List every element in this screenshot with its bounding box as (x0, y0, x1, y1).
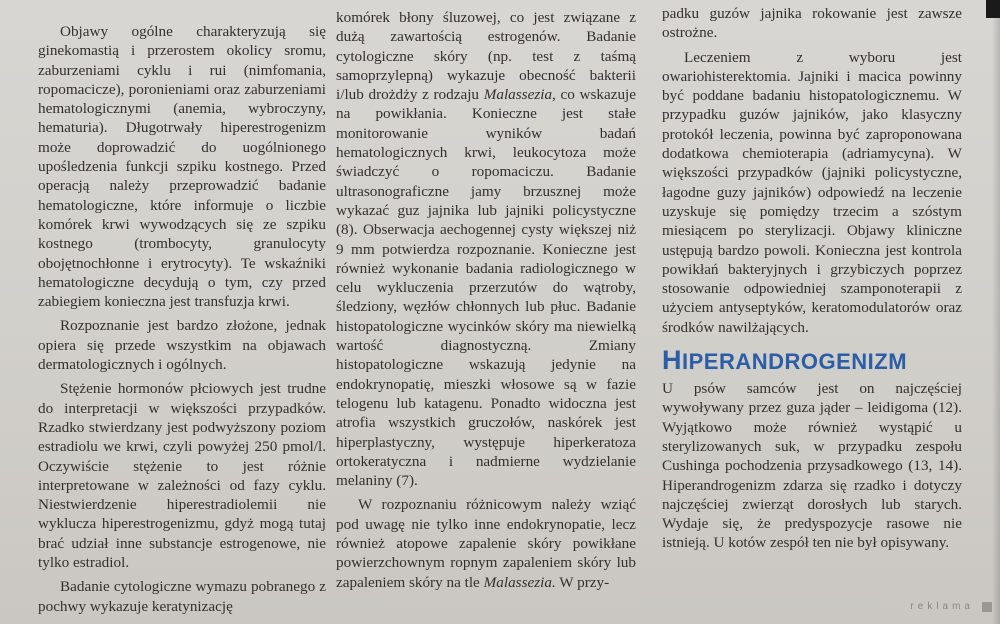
paragraph-general-symptoms: Objawy ogólne charakteryzują się ginekomastią i przerostem okolicy sromu, zaburzeniami cyklu i rui (nimfomania, ropomacicze), poronieniami oraz zaburzeniami hematologicznymi (anemia, wybroczyny, hematuria). Długotrwały hiperestrogenizm może doprowadzić do uogólnionego upośledzenia funkcji szpiku kostnego. Przed operacją należy przeprowadzić badanie hematologiczne, które informuje o liczbie komórek krwi wywodzących się ze szpiku kostnego (trombocyty, granulocyty obojętnochłonne i erytrocyty). Te wskaźniki hematologiczne decydują o tym, czy przed zabiegiem konieczna jest transfuzja krwi. (38, 23, 326, 311)
text-run: W rozpoznaniu różnicowym należy wziąć pod uwagę nie tylko inne endokrynopatie, lecz również atopowe zapalenie skóry powikłane powierzchownym ropnym zapaleniem skóry lub zapaleniem skóry na tle (336, 496, 636, 591)
page-corner (986, 0, 1000, 18)
italic-term: Malassezia, (483, 86, 556, 104)
text-column-3 (662, 4, 962, 624)
section-heading-hyperandrogenism (662, 347, 962, 375)
paragraph-cytology-continued (336, 8, 636, 490)
advertisement-label: reklama (910, 601, 974, 612)
paragraph-cytology-start: Badanie cytologiczne wymazu pobranego z pochwy wykazuje keratynizację (38, 578, 326, 615)
advertisement-marker (982, 602, 992, 612)
paragraph-hormones: Stężenie hormonów płciowych jest trudne do interpretacji w większości przypadków. Rzadko stwierdzany jest podwyższony poziom estradiolu we krwi, czyli powyżej 250 pmol/l. Oczywiście stężenie to jest różnie interpretowane w zależności od fazy cyklu. Niestwierdzenie hiperestradiolemii nie wyklucza hiperestrogenizmu, gdyż mogą tutaj brać udział inne substancje estrogenowe, nie tylko estradiol. (38, 380, 326, 572)
text-column-2 (336, 8, 636, 624)
paragraph-differential-diagnosis (336, 495, 636, 591)
text-run: W przy- (555, 573, 610, 591)
text-column-1 (38, 22, 326, 624)
text-run: komórek błony śluzowej, co jest związane z dużą zawartością estrogenów. Badanie cytologiczne skóry (np. test z taśmą samoprzylepną) wykazuje obecność bakterii i/lub drożdży z rodzaju (336, 9, 636, 104)
text-run: co wskazuje na powikłania. Konieczne jest stałe monitorowanie wyników badań hematologicznych krwi, leukocytoza może świadczyć o ropomaciczu. Badanie ultrasonograficzne jamy brzusznej może wykazać guz jajnika lub jajniki policystyczne (8). Obserwacja aechogennej cysty większej niż 9 mm potwierdza rozpoznanie. Konieczne jest również wykonanie badania radiologicznego w celu wykluczenia przerzutów do wątroby, śledziony, węzłów chłonnych lub płuc. Badanie histopatologiczne wycinków skóry ma niewielką wartość diagnostyczną. Zmiany histopatologiczne wskazują jedynie na endokrynopatię, mieszki włosowe są w fazie telogenu lub katagenu. Ponadto widoczna jest atrofia wszystkich gruczołów, naskórek jest hiperplastyczny, występuje hiperkeratoza ortokeratyczna i nadmierne wydzielanie melaniny (7). (336, 86, 636, 490)
paragraph-hyperandrogenism: U psów samców jest on najczęściej wywoływany przez guza jąder – leidigoma (12). Wyjątkowo może również wystąpić u sterylizowanych suk, w przypadku zespołu Cushinga pochodzenia przysadkowego (13, 14). Hiperandrogenizm zdarza się rzadko i dotyczy najczęściej zwierząt dorosłych lub starych. Wydaje się, że predyspozycje rasowe nie istnieją. U kotów zespół ten nie był opisywany. (662, 380, 962, 552)
heading-initial: H (662, 345, 682, 376)
paragraph-prognosis: padku guzów jajnika rokowanie jest zawsze ostrożne. (662, 5, 962, 42)
italic-term: Malassezia. (483, 573, 556, 591)
heading-rest: IPERANDROGENIZM (682, 349, 908, 375)
paragraph-diagnosis: Rozpoznanie jest bardzo złożone, jednak opiera się przede wszystkim na objawach dermatologicznych i ogólnych. (38, 317, 326, 374)
paragraph-treatment: Leczeniem z wyboru jest owariohisterektomia. Jajniki i macica powinny być poddane badaniu histopatologicznemu. W przypadku guzów jajników, jako klasyczny protokół leczenia, powinna być zaproponowana dodatkowa chemioterapia (adriamycyna). W większości przypadków (jajniki policystyczne, łagodne guzy jajników) odpowiedź na leczenie uzyskuje się pomiędzy trzecim a szóstym miesiącem po sterylizacji. Objawy kliniczne ustępują bardzo powoli. Konieczna jest kontrola powikłań bakteryjnych i grzybiczych poprzez stosowanie odpowiedniej szamponoterapii z użyciem antyseptyków, keratomodulatorów oraz środków nawilżających. (662, 48, 962, 336)
page-edge-shadow (992, 0, 1000, 624)
